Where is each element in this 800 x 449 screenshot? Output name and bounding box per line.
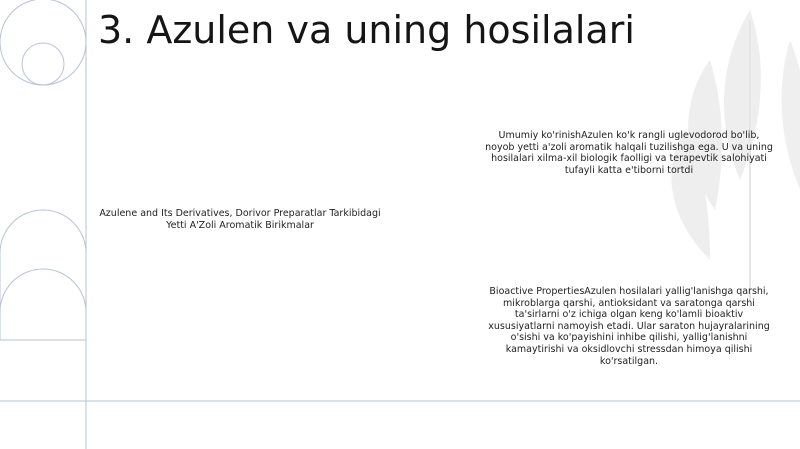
overview-paragraph: Umumiy ko'rinishAzulen ko'k rangli uglevodorod bo'lib, noyob yetti a'zoli aromatik halqali tuzilishga ega. U va uning hosilalari xilma-xil biologik faolligi va terapevtik salohiyati tufayli katta e'tiborni tortdi xyxy=(485,130,773,176)
bioactive-properties-paragraph: Bioactive PropertiesAzulen hosilalari yallig'lanishga qarshi, mikroblarga qarshi, antioksidant va saratonga qarshi ta'sirlarni o'z ichiga olgan keng ko'lamli bioaktiv xususiyatlarni namoyish etadi. Ular saraton hujayralarining o'sishi va ko'payishini inhibe qilishi, yallig'lanishni kamaytirishi va oksidlovchi stressdan himoya qilishi ko'rsatilgan. xyxy=(488,286,770,367)
slide-title: 3. Azulen va uning hosilalari xyxy=(98,8,635,52)
deco-circle-small xyxy=(22,43,64,85)
left-caption: Azulene and Its Derivatives, Dorivor Preparatlar Tarkibidagi Yetti A'Zoli Aromatik Birikmalar xyxy=(99,208,381,231)
deco-arch-upper xyxy=(0,210,86,253)
deco-arch-lower xyxy=(0,269,86,312)
